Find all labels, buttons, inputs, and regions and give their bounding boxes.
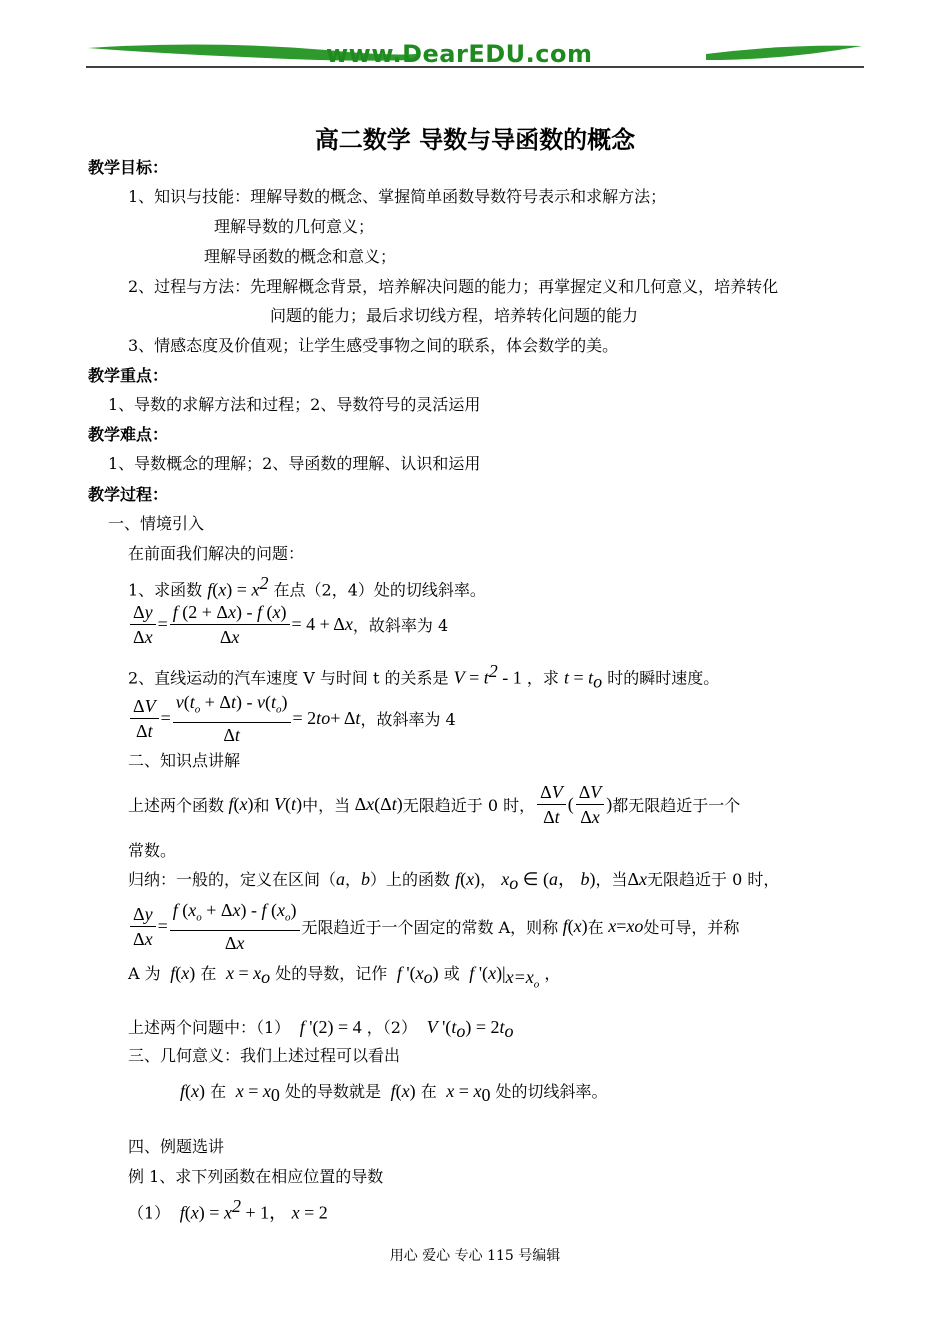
page-title: 高二数学 导数与导函数的概念 [314, 126, 636, 154]
difficulties-heading: 教学难点： [88, 425, 169, 444]
delta-v-over-delta-t: $\frac{\Delta V}{\Delta t}$ [130, 694, 159, 743]
section-4-heading: 四、例题选讲 [128, 1137, 225, 1156]
delta-y-over-delta-x-2: $\frac{\Delta y}{\Delta x}$ [130, 902, 156, 951]
difference-quotient-general: $\frac{f (x_o + \Delta x) - f (x_o)}{\Delta x}$ [170, 898, 300, 955]
difference-quotient-1: $\frac{f (2 + \Delta x) - f (x)}{\Delta x}$ [170, 600, 290, 649]
formula-fx-x2: f [207, 579, 213, 600]
difference-quotient-2: $\frac{v(t_o + \Delta t) - v(t_o)}{\Delta t}$ [173, 690, 291, 747]
example-1: 例 1、求下列函数在相应位置的导数 [128, 1167, 384, 1186]
goals-line-3: 理解导函数的概念和意义； [204, 247, 397, 266]
paragraph-definition-2: $\frac{\Delta y}{\Delta x}$ = $\frac{f (x_o + \Delta x) - f (x_o)}{\Delta x}$ 无限趋近于一个固定的常数 A，则称 f ( x ) 在 x = x o 处可导，并称 [128, 898, 739, 955]
paragraph-limit-intro: 上述两个函数 f ( x ) 和 V ( t ) 中，当 Δ x (Δ t ) 无限趋近于 0 时， $\frac{\Delta V}{\Delta t}$ ( $\frac{\Delta V}{\Delta x}$ ) 都无限趋近于一个 [128, 782, 741, 827]
question-2-derivation: $\frac{\Delta V}{\Delta t}$ = $\frac{v(t_o + \Delta t) - v(t_o)}{\Delta t}$ = 2 t o + Δ t ，故斜率为 4 [128, 690, 456, 747]
goals-line-4: 2、过程与方法：先理解概念背景，培养解决问题的能力；再掌握定义和几何意义，培养转化 [128, 277, 779, 296]
key-points-heading: 教学重点： [88, 366, 169, 385]
goals-line-5: 问题的能力；最后求切线方程，培养转化问题的能力 [270, 306, 639, 325]
paragraph-results: 上述两个问题中：（1） f '(2) = 4 ，（2） V '$(t_o) = 2t_o$ [128, 1017, 514, 1042]
page-footer: 用心 爱心 专心 115 号编辑 [389, 1248, 561, 1264]
paragraph-definition-1: 归纳：一般的，定义在区间（a，b）上的函数 f(x)， $x_o$ ∈ (a， b)，当Δx无限趋近于 0 时， [128, 869, 780, 894]
section-1-intro: 在前面我们解决的问题： [128, 544, 305, 563]
section-3-heading: 三、几何意义：我们上述过程可以看出 [128, 1046, 401, 1065]
section-1-heading: 一、情境引入 [108, 514, 205, 533]
header-logo: www.DearEDU.com [326, 40, 593, 68]
geometric-meaning: f(x) 在 $x = x_0$ 处的导数就是 f(x) 在 $x = x_0$ 处的切线斜率。 [180, 1081, 608, 1106]
section-2-heading: 二、知识点讲解 [128, 751, 241, 770]
paragraph-notation: A 为 f(x) 在 $x = x_o$ 处的导数，记作 f '$(x_o)$ 或 f '$(x)|_{x=x_o}$ ， [128, 963, 561, 991]
goals-heading: 教学目标： [88, 158, 169, 177]
question-1: 1、求函数 $f(x) = x^2$ 在点（2，4）处的切线斜率。 [128, 573, 486, 600]
key-points-text: 1、导数的求解方法和过程；2、导数符号的灵活运用 [108, 395, 481, 414]
paragraph-constant: 常数。 [128, 841, 177, 860]
delta-v-over-delta-x: $\frac{\Delta V}{\Delta x}$ [576, 780, 605, 829]
process-heading: 教学过程： [88, 485, 169, 504]
difficulties-text: 1、导数概念的理解；2、导函数的理解、认识和运用 [108, 454, 481, 473]
goals-line-6: 3、情感态度及价值观；让学生感受事物之间的联系，体会数学的美。 [128, 336, 619, 355]
goals-line-2: 理解导数的几何意义； [214, 217, 375, 236]
delta-v-over-delta-t-2: $\frac{\Delta V}{\Delta t}$ [537, 780, 566, 829]
delta-y-over-delta-x: $\frac{\Delta y}{\Delta x}$ [130, 600, 156, 649]
question-2: 2、直线运动的汽车速度 V 与时间 t 的关系是 $V = t^2 - 1$ ，求 $t = t_o$ 时的瞬时速度。 [128, 661, 720, 692]
example-1-item-1: （1） $f(x) = x^2 + 1$， x = 2 [128, 1196, 328, 1223]
goals-line-1: 1、知识与技能：理解导数的概念、掌握简单函数导数符号表示和求解方法； [128, 187, 667, 206]
question-1-derivation: $\frac{\Delta y}{\Delta x}$ = $\frac{f (2 + \Delta x) - f (x)}{\Delta x}$ = 4 + Δ x ，故斜率为 4 [128, 600, 448, 649]
